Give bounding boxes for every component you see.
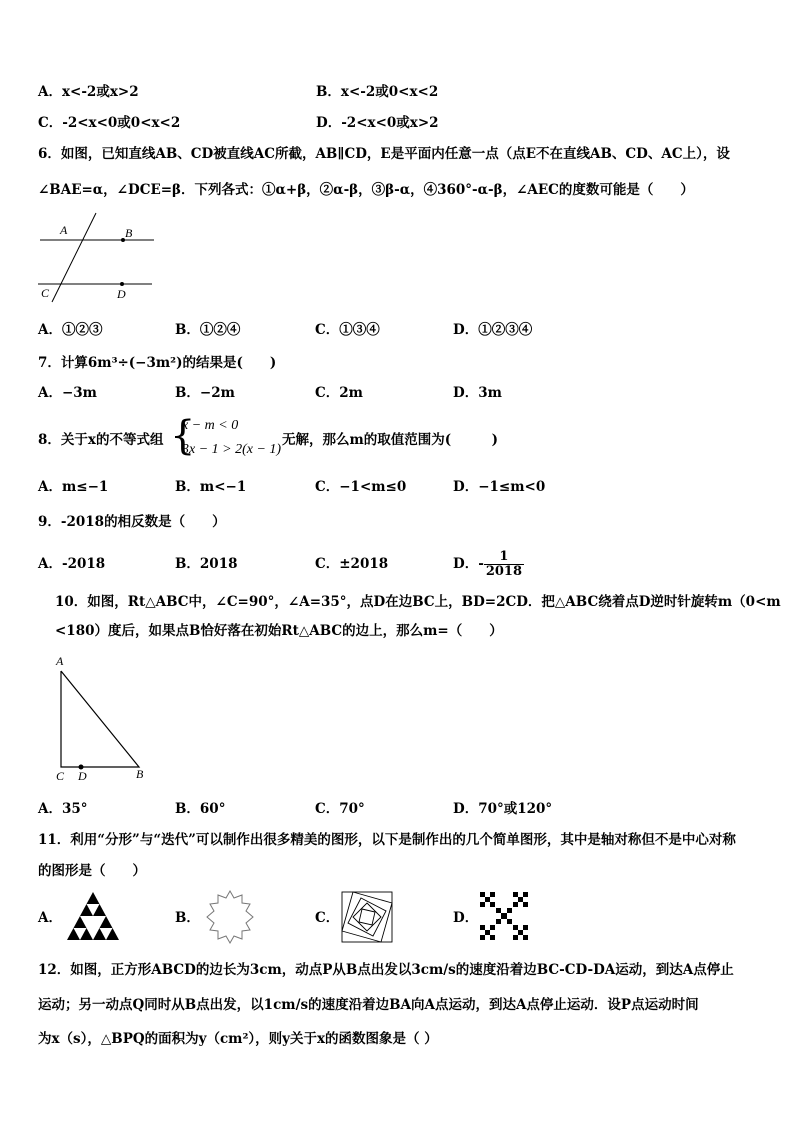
q8-option-a: A．m≤−1 <box>38 479 109 495</box>
q9-option-b: B．2018 <box>175 556 238 572</box>
q11-option-d: D． <box>453 910 479 926</box>
q6-stem-line1: 6．如图，已知直线AB、CD被直线AC所截，AB∥CD，E是平面内任意一点（点E不在直线AB、CD、AC上），设 <box>38 146 730 162</box>
nested-squares-icon <box>340 890 394 944</box>
q7-option-c: C．2m <box>315 385 363 401</box>
q5-option-d: D．-2<x<0或x>2 <box>316 115 439 131</box>
q8-option-d: D．−1≤m<0 <box>453 479 546 495</box>
q8-stem-pre: 8．关于x的不等式组 <box>38 432 164 448</box>
q11-option-c: C． <box>315 910 340 926</box>
q8-stem-post: 无解，那么m的取值范围为( ) <box>282 432 499 448</box>
q10-option-a: A．35° <box>38 801 88 817</box>
q9-option-d-prefix: D．- <box>453 556 484 572</box>
q8-inequality-system <box>170 414 284 464</box>
fraction-numerator: 1 <box>484 550 524 565</box>
q10-option-c: C．70° <box>315 801 365 817</box>
q11-option-a: A． <box>38 910 62 926</box>
q5-option-c: C．-2<x<0或0<x<2 <box>38 115 181 131</box>
label-a: A <box>56 654 64 668</box>
q6-option-c: C．①③④ <box>315 322 380 338</box>
q12-stem-line3: 为x（s），△BPQ的面积为y（cm²），则y关于x的函数图象是（ ） <box>38 1031 438 1047</box>
q9-option-c: C．±2018 <box>315 556 389 572</box>
q8-system-line2: 3x − 1 > 2(x − 1) <box>182 442 282 457</box>
fraction-denominator: 2018 <box>485 564 522 579</box>
point-d <box>120 282 124 286</box>
pixel-fractal-icon <box>478 890 530 942</box>
q6-option-b: B．①②④ <box>175 322 241 338</box>
q9-option-d <box>453 545 524 583</box>
q8-option-c: C．−1<m≤0 <box>315 479 407 495</box>
triangle-abc <box>61 671 139 767</box>
q8-option-b: B．m<−1 <box>175 479 247 495</box>
label-a: A <box>60 223 68 237</box>
q9-option-d-fraction <box>484 550 524 579</box>
q9-option-a: A．-2018 <box>38 556 106 572</box>
sierpinski-triangle-icon <box>64 890 122 944</box>
q6-option-d: D．①②③④ <box>453 322 533 338</box>
q5-option-b: B．x<-2或0<x<2 <box>316 84 439 100</box>
q11-option-b: B． <box>175 910 200 926</box>
brace-icon: { <box>170 413 196 459</box>
line-ac <box>52 213 96 302</box>
q10-stem-line1: 10．如图，Rt△ABC中，∠C=90°，∠A=35°，点D在边BC上，BD=2CD．把△ABC绕着点D逆时针旋转m（0<m <box>55 594 781 610</box>
q12-stem-line1: 12．如图，正方形ABCD的边长为3cm，动点P从B点出发以3cm/s的速度沿着边BC-CD-DA运动，到达A点停止 <box>38 962 734 978</box>
label-c: C <box>56 769 65 783</box>
label-c: C <box>41 286 50 300</box>
q10-stem-line2: <180）度后，如果点B恰好落在初始Rt△ABC的边上，那么m=（ ） <box>55 623 503 639</box>
q10-option-b: B．60° <box>175 801 226 817</box>
q7-stem: 7．计算6m³÷(−3m²)的结果是( ) <box>38 355 277 371</box>
q6-parallel-lines-figure <box>36 210 160 305</box>
q7-option-d: D．3m <box>453 385 502 401</box>
koch-snowflake-icon <box>200 888 260 946</box>
q7-option-a: A．−3m <box>38 385 97 401</box>
q12-stem-line2: 运动；另一动点Q同时从B点出发，以1cm/s的速度沿着边BA向A点运动，到达A点停止运动．设P点运动时间 <box>38 997 699 1013</box>
label-d: D <box>78 769 87 783</box>
q7-option-b: B．−2m <box>175 385 235 401</box>
q10-option-d: D．70°或120° <box>453 801 553 817</box>
q11-stem-line1: 11．利用“分形”与“迭代”可以制作出很多精美的图形，以下是制作出的几个简单图形，其中是轴对称但不是中心对称 <box>38 832 736 848</box>
label-d: D <box>117 287 126 301</box>
label-b: B <box>136 767 144 781</box>
q10-right-triangle-figure <box>50 652 150 784</box>
q5-option-a: A．x<-2或x>2 <box>38 84 139 100</box>
label-b: B <box>125 226 133 240</box>
q9-stem: 9．-2018的相反数是（ ） <box>38 514 226 530</box>
q11-stem-line2: 的图形是（ ） <box>38 863 146 879</box>
q6-stem-line2: ∠BAE=α，∠DCE=β．下列各式：①α+β，②α-β，③β-α，④360°-α-β，∠AEC的度数可能是（ ） <box>38 182 694 198</box>
q6-option-a: A．①②③ <box>38 322 103 338</box>
q8-system-line1: x − m < 0 <box>182 418 239 433</box>
